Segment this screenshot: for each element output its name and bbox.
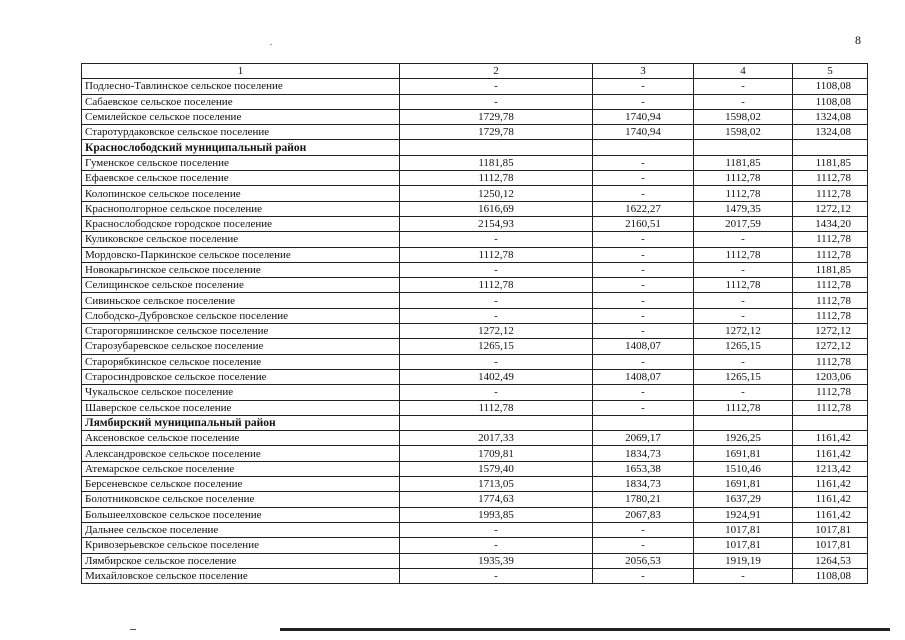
- settlement-name-cell: Краснослободское городское поселение: [82, 216, 400, 231]
- settlement-name-cell: Подлесно-Тавлинское сельское поселение: [82, 79, 400, 94]
- table-row: [82, 94, 868, 109]
- value-cell-col-5: 1112,78: [793, 400, 868, 415]
- value-cell-col-5: [793, 415, 868, 430]
- value-cell-col-4: 1926,25: [694, 431, 793, 446]
- value-cell-col-3: 2069,17: [593, 431, 694, 446]
- value-cell-col-2: -: [400, 308, 593, 323]
- settlement-name-cell: Краснослободский муниципальный район: [82, 140, 400, 155]
- value-cell-col-2: 1112,78: [400, 171, 593, 186]
- value-cell-col-2: 1729,78: [400, 109, 593, 124]
- value-cell-col-2: -: [400, 262, 593, 277]
- value-cell-col-5: 1161,42: [793, 477, 868, 492]
- table-row: [82, 79, 868, 94]
- value-cell-col-3: 1834,73: [593, 477, 694, 492]
- scan-mark: [270, 44, 272, 45]
- header-col-4: 4: [694, 64, 793, 79]
- settlement-name-cell: Атемарское сельское поселение: [82, 461, 400, 476]
- value-cell-col-3: -: [593, 247, 694, 262]
- value-cell-col-5: 1161,42: [793, 507, 868, 522]
- value-cell-col-3: -: [593, 354, 694, 369]
- settlement-name-cell: Краснополгорное сельское поселение: [82, 201, 400, 216]
- value-cell-col-2: 1709,81: [400, 446, 593, 461]
- value-cell-col-4: -: [694, 79, 793, 94]
- value-cell-col-3: -: [593, 324, 694, 339]
- value-cell-col-2: 1935,39: [400, 553, 593, 568]
- value-cell-col-3: -: [593, 385, 694, 400]
- table-row: [82, 507, 868, 522]
- settlement-name-cell: Старогоряшинское сельское поселение: [82, 324, 400, 339]
- settlement-name-cell: Старозубаревское сельское поселение: [82, 339, 400, 354]
- value-cell-col-2: 1265,15: [400, 339, 593, 354]
- value-cell-col-3: [593, 415, 694, 430]
- value-cell-col-5: 1324,08: [793, 109, 868, 124]
- value-cell-col-2: 1272,12: [400, 324, 593, 339]
- table-row: [82, 324, 868, 339]
- value-cell-col-4: 1510,46: [694, 461, 793, 476]
- table-row: [82, 339, 868, 354]
- value-cell-col-3: 1408,07: [593, 339, 694, 354]
- value-cell-col-4: 2017,59: [694, 216, 793, 231]
- value-cell-col-2: 1713,05: [400, 477, 593, 492]
- value-cell-col-3: 1622,27: [593, 201, 694, 216]
- value-cell-col-3: -: [593, 538, 694, 553]
- value-cell-col-5: 1112,78: [793, 308, 868, 323]
- value-cell-col-4: 1112,78: [694, 171, 793, 186]
- settlement-name-cell: Михайловское сельское поселение: [82, 568, 400, 583]
- value-cell-col-4: -: [694, 293, 793, 308]
- value-cell-col-3: 2160,51: [593, 216, 694, 231]
- value-cell-col-2: 1774,63: [400, 492, 593, 507]
- settlement-name-cell: Дальнее сельское поселение: [82, 522, 400, 537]
- value-cell-col-5: 1161,42: [793, 492, 868, 507]
- value-cell-col-5: 1203,06: [793, 369, 868, 384]
- table-row: [82, 400, 868, 415]
- value-cell-col-2: 1729,78: [400, 125, 593, 140]
- value-cell-col-3: -: [593, 308, 694, 323]
- value-cell-col-2: -: [400, 232, 593, 247]
- settlement-name-cell: Старосиндровское сельское поселение: [82, 369, 400, 384]
- page-number: 8: [855, 33, 861, 47]
- table-row: [82, 446, 868, 461]
- value-cell-col-3: 1740,94: [593, 109, 694, 124]
- value-cell-col-4: 1265,15: [694, 369, 793, 384]
- value-cell-col-3: 2056,53: [593, 553, 694, 568]
- table-row: [82, 385, 868, 400]
- value-cell-col-4: 1919,19: [694, 553, 793, 568]
- tariff-table: [81, 63, 868, 584]
- value-cell-col-5: 1112,78: [793, 186, 868, 201]
- value-cell-col-5: 1108,08: [793, 94, 868, 109]
- value-cell-col-2: 1402,49: [400, 369, 593, 384]
- value-cell-col-3: -: [593, 232, 694, 247]
- value-cell-col-5: 1324,08: [793, 125, 868, 140]
- settlement-name-cell: Александровское сельское поселение: [82, 446, 400, 461]
- settlement-name-cell: Семилейское сельское поселение: [82, 109, 400, 124]
- table-row: [82, 171, 868, 186]
- value-cell-col-3: -: [593, 79, 694, 94]
- settlement-name-cell: Новокарьгинское сельское поселение: [82, 262, 400, 277]
- value-cell-col-3: 1780,21: [593, 492, 694, 507]
- table-row: [82, 109, 868, 124]
- value-cell-col-5: 1181,85: [793, 262, 868, 277]
- value-cell-col-5: [793, 140, 868, 155]
- value-cell-col-4: 1112,78: [694, 278, 793, 293]
- table-row: [82, 461, 868, 476]
- table-row: [82, 477, 868, 492]
- settlement-name-cell: Куликовское сельское поселение: [82, 232, 400, 247]
- settlement-name-cell: Слободско-Дубровское сельское поселение: [82, 308, 400, 323]
- value-cell-col-2: 2154,93: [400, 216, 593, 231]
- value-cell-col-3: -: [593, 522, 694, 537]
- header-col-1: 1: [82, 64, 400, 79]
- value-cell-col-4: -: [694, 262, 793, 277]
- value-cell-col-4: 1017,81: [694, 538, 793, 553]
- district-row: [82, 415, 868, 430]
- table-row: [82, 186, 868, 201]
- table-row: [82, 201, 868, 216]
- value-cell-col-2: 1993,85: [400, 507, 593, 522]
- settlement-name-cell: Колопинское сельское поселение: [82, 186, 400, 201]
- table-row: [82, 538, 868, 553]
- value-cell-col-5: 1112,78: [793, 293, 868, 308]
- value-cell-col-5: 1112,78: [793, 232, 868, 247]
- value-cell-col-3: 1740,94: [593, 125, 694, 140]
- value-cell-col-5: 1017,81: [793, 538, 868, 553]
- settlement-name-cell: Болотниковское сельское поселение: [82, 492, 400, 507]
- value-cell-col-5: 1272,12: [793, 339, 868, 354]
- value-cell-col-2: -: [400, 385, 593, 400]
- settlement-name-cell: Лямбирский муниципальный район: [82, 415, 400, 430]
- table-row: [82, 278, 868, 293]
- value-cell-col-5: 1181,85: [793, 155, 868, 170]
- table-row: [82, 431, 868, 446]
- settlement-name-cell: Старорябкинское сельское поселение: [82, 354, 400, 369]
- value-cell-col-4: 1265,15: [694, 339, 793, 354]
- value-cell-col-2: -: [400, 354, 593, 369]
- value-cell-col-3: 1834,73: [593, 446, 694, 461]
- settlement-name-cell: Лямбирское сельское поселение: [82, 553, 400, 568]
- header-col-2: 2: [400, 64, 593, 79]
- value-cell-col-3: -: [593, 293, 694, 308]
- value-cell-col-4: -: [694, 94, 793, 109]
- table-row: [82, 293, 868, 308]
- value-cell-col-4: 1598,02: [694, 125, 793, 140]
- table-row: [82, 522, 868, 537]
- value-cell-col-2: -: [400, 94, 593, 109]
- value-cell-col-4: -: [694, 354, 793, 369]
- settlement-name-cell: Кривозерьевское сельское поселение: [82, 538, 400, 553]
- settlement-name-cell: Ефаевское сельское поселение: [82, 171, 400, 186]
- value-cell-col-4: 1112,78: [694, 247, 793, 262]
- value-cell-col-3: -: [593, 171, 694, 186]
- value-cell-col-3: [593, 140, 694, 155]
- value-cell-col-2: 1112,78: [400, 247, 593, 262]
- value-cell-col-3: -: [593, 568, 694, 583]
- value-cell-col-3: -: [593, 400, 694, 415]
- value-cell-col-4: 1924,91: [694, 507, 793, 522]
- settlement-name-cell: Чукальское сельское поселение: [82, 385, 400, 400]
- value-cell-col-5: 1213,42: [793, 461, 868, 476]
- settlement-name-cell: Мордовско-Паркинское сельское поселение: [82, 247, 400, 262]
- value-cell-col-5: 1112,78: [793, 385, 868, 400]
- value-cell-col-4: 1479,35: [694, 201, 793, 216]
- value-cell-col-5: 1161,42: [793, 446, 868, 461]
- table-row: [82, 308, 868, 323]
- value-cell-col-2: [400, 415, 593, 430]
- table-row: [82, 247, 868, 262]
- scan-edge-line: [280, 628, 890, 631]
- table-row: [82, 125, 868, 140]
- settlement-name-cell: Берсеневское сельское поселение: [82, 477, 400, 492]
- value-cell-col-5: 1108,08: [793, 79, 868, 94]
- value-cell-col-3: -: [593, 155, 694, 170]
- value-cell-col-3: 2067,83: [593, 507, 694, 522]
- value-cell-col-4: [694, 415, 793, 430]
- value-cell-col-5: 1112,78: [793, 171, 868, 186]
- value-cell-col-4: 1637,29: [694, 492, 793, 507]
- value-cell-col-4: 1691,81: [694, 446, 793, 461]
- settlement-name-cell: Селищинское сельское поселение: [82, 278, 400, 293]
- value-cell-col-4: -: [694, 232, 793, 247]
- table-row: [82, 354, 868, 369]
- value-cell-col-4: -: [694, 308, 793, 323]
- value-cell-col-2: -: [400, 293, 593, 308]
- value-cell-col-2: -: [400, 522, 593, 537]
- value-cell-col-5: 1112,78: [793, 278, 868, 293]
- value-cell-col-4: -: [694, 568, 793, 583]
- value-cell-col-5: 1272,12: [793, 324, 868, 339]
- value-cell-col-5: 1108,08: [793, 568, 868, 583]
- scan-mark-bottom: [130, 629, 136, 630]
- value-cell-col-3: 1653,38: [593, 461, 694, 476]
- value-cell-col-2: 1112,78: [400, 400, 593, 415]
- value-cell-col-4: 1112,78: [694, 186, 793, 201]
- value-cell-col-3: 1408,07: [593, 369, 694, 384]
- value-cell-col-4: 1181,85: [694, 155, 793, 170]
- table-row: [82, 492, 868, 507]
- table-body: [82, 79, 868, 584]
- header-col-5: 5: [793, 64, 868, 79]
- settlement-name-cell: Шаверское сельское поселение: [82, 400, 400, 415]
- value-cell-col-4: 1691,81: [694, 477, 793, 492]
- value-cell-col-2: 2017,33: [400, 431, 593, 446]
- value-cell-col-3: -: [593, 186, 694, 201]
- value-cell-col-2: 1616,69: [400, 201, 593, 216]
- settlement-name-cell: Гуменское сельское поселение: [82, 155, 400, 170]
- table-row: [82, 369, 868, 384]
- table-row: [82, 568, 868, 583]
- settlement-name-cell: Большеелховское сельское поселение: [82, 507, 400, 522]
- settlement-name-cell: Сабаевское сельское поселение: [82, 94, 400, 109]
- value-cell-col-4: -: [694, 385, 793, 400]
- header-row: [82, 64, 868, 79]
- value-cell-col-4: 1272,12: [694, 324, 793, 339]
- table-row: [82, 262, 868, 277]
- value-cell-col-2: -: [400, 79, 593, 94]
- value-cell-col-2: -: [400, 568, 593, 583]
- settlement-name-cell: Сивиньское сельское поселение: [82, 293, 400, 308]
- value-cell-col-4: 1017,81: [694, 522, 793, 537]
- value-cell-col-4: 1112,78: [694, 400, 793, 415]
- district-row: [82, 140, 868, 155]
- table-row: [82, 155, 868, 170]
- value-cell-col-2: [400, 140, 593, 155]
- value-cell-col-5: 1434,20: [793, 216, 868, 231]
- table-row: [82, 553, 868, 568]
- value-cell-col-3: -: [593, 262, 694, 277]
- value-cell-col-3: -: [593, 278, 694, 293]
- settlement-name-cell: Аксеновское сельское поселение: [82, 431, 400, 446]
- value-cell-col-5: 1161,42: [793, 431, 868, 446]
- settlement-name-cell: Старотурдаковское сельское поселение: [82, 125, 400, 140]
- table-row: [82, 216, 868, 231]
- value-cell-col-5: 1112,78: [793, 354, 868, 369]
- value-cell-col-2: 1579,40: [400, 461, 593, 476]
- value-cell-col-2: 1250,12: [400, 186, 593, 201]
- value-cell-col-5: 1272,12: [793, 201, 868, 216]
- value-cell-col-5: 1112,78: [793, 247, 868, 262]
- value-cell-col-4: 1598,02: [694, 109, 793, 124]
- value-cell-col-4: [694, 140, 793, 155]
- value-cell-col-3: -: [593, 94, 694, 109]
- value-cell-col-5: 1017,81: [793, 522, 868, 537]
- value-cell-col-5: 1264,53: [793, 553, 868, 568]
- header-col-3: 3: [593, 64, 694, 79]
- value-cell-col-2: -: [400, 538, 593, 553]
- value-cell-col-2: 1112,78: [400, 278, 593, 293]
- table-row: [82, 232, 868, 247]
- table-header: [82, 64, 868, 79]
- value-cell-col-2: 1181,85: [400, 155, 593, 170]
